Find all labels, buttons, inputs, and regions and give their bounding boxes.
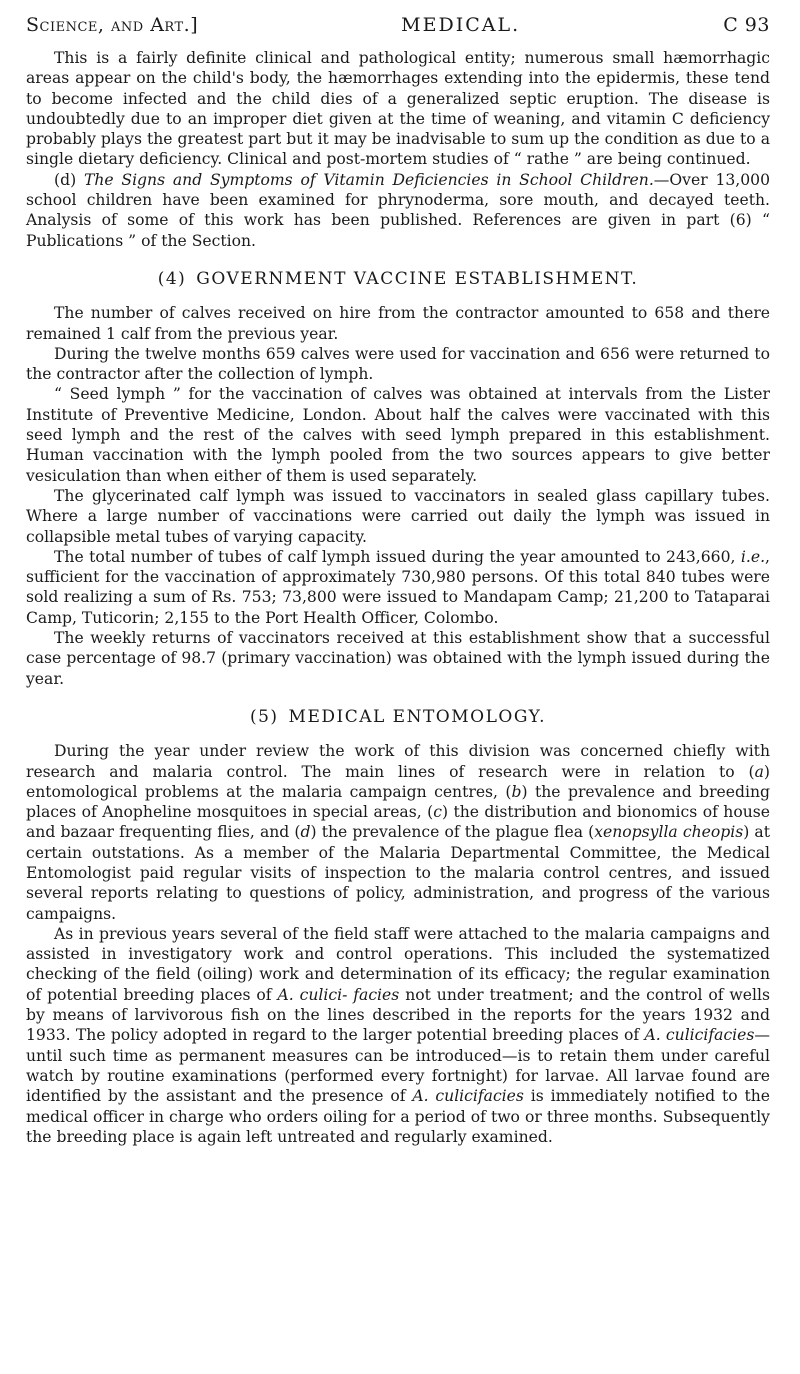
tubes-ie: i.e. — [740, 547, 766, 566]
section-5-paragraph-1 — [26, 741, 770, 924]
running-head — [26, 14, 770, 36]
tubes-paragraph — [26, 547, 770, 628]
text-run: ) the prevalence of the plague flea ( — [310, 823, 595, 842]
text-run: During the year under review the work of this division was concerned chiefly with research and malaria control. The main lines of research were in relation to ( — [26, 742, 770, 781]
section-5-paragraph-2 — [26, 924, 770, 1147]
section-4-heading — [26, 269, 770, 289]
section-4-paragraph: “ Seed lymph ” for the vaccination of calves was obtained at intervals from the Lister Institute of Preventive Medicine, London. About half the calves were vaccinated with this seed lymph and the rest of the calves with seed lymph prepared in this establishment. Human vaccination with the lymph pooled from the two sources appears to give better vesiculation than when either of them is used separately. — [26, 385, 770, 485]
tubes-text-after: , sufficient for the vaccination of approximately 730,980 persons. Of this total 840 tubes were sold realizing a sum of Rs. 753; 73,800 were issued to Mandapam Camp; 21,200 to Tataparai Camp, Tuticorin; 2,155 to the Port Health Officer, Colombo. — [26, 547, 770, 627]
list-marker: d — [300, 823, 311, 842]
section-4-paragraph: The glycerinated calf lymph was issued to vaccinators in sealed glass capillary tubes. Where a large number of vaccinations were carried out daily the lymph was issued in collapsible metal tubes of varying capacity. — [26, 486, 770, 546]
section-5-title: MEDICAL ENTOMOLOGY. — [288, 706, 547, 727]
running-head-left: Science, and Art.] — [26, 14, 199, 36]
section-4-title: GOVERNMENT VACCINE ESTABLISHMENT. — [196, 268, 639, 289]
body-text — [26, 48, 770, 1147]
section-4-number: (4) — [157, 268, 187, 289]
tubes-text-before: The total number of tubes of calf lymph issued during the year amounted to 243,660, — [54, 547, 741, 566]
subsection-d-prefix: (d) — [54, 170, 84, 189]
text-run: —until such time as permanent measures can be introduced—is to retain them under careful watch by routine examinations (performed every fortnight) for larvae. All larvae found are identified by the assistant and the presence of — [26, 1026, 770, 1106]
species-name: xenopsylla cheopis — [594, 823, 744, 842]
list-marker: a — [754, 762, 764, 781]
running-head-center: MEDICAL. — [401, 14, 521, 36]
subsection-d-text: —Over 13,000 school children have been examined for phrynoderma, sore mouth, and decayed teeth. Analysis of some of this work has been published. References are given in part (6) “ Publications ” of the Section. — [26, 170, 771, 250]
subsection-d-title: The Signs and Symptoms of Vitamin Deficiencies in School Children. — [83, 170, 654, 189]
subsection-d-paragraph — [26, 170, 770, 251]
section-5-number: (5) — [249, 706, 279, 727]
page-number: C 93 — [723, 14, 770, 36]
section-5-heading — [26, 707, 770, 727]
species-name: A. culici- facies — [277, 985, 400, 1004]
text-run: ) at certain outstations. As a member of the Malaria Departmental Committee, the Medical Entomologist paid regular visits of inspection to the malaria control centres, and issued several reports relating to questions of policy, administration, and progress of the various campaigns. — [26, 823, 770, 923]
intro-paragraph: This is a fairly definite clinical and pathological entity; numerous small hæmorrhagic areas appear on the child's body, the hæmorrhages extending into the epidermis, these tend to become infected and the child dies of a generalized septic eruption. The disease is undoubtedly due to an improper diet given at the time of weaning, and vitamin C deficiency probably plays the greatest part but it may be inadvisable to sum up the condition as due to a single dietary deficiency. Clinical and post-mortem studies of “ rathe ” are being continued. — [26, 49, 770, 169]
list-marker: c — [433, 803, 442, 822]
text-run: As in previous years several of the field staff were attached to the malaria campaigns and assisted in investigatory work and control operations. This included the systematized checking of the field (oiling) work and determination of its efficacy; the regular examination of potential breeding places of — [26, 924, 770, 1004]
text-run: is immediately notified to the medical officer in charge who orders oiling for a period of two or three months. Subsequently the breeding place is again left untreated and regularly examined. — [26, 1087, 770, 1146]
text-run: ) entomological problems at the malaria campaign centres, ( — [26, 762, 770, 801]
section-4-paragraph: During the twelve months 659 calves were used for vaccination and 656 were returned to the contractor after the collection of lymph. — [26, 344, 770, 384]
section-4-last-paragraph: The weekly returns of vaccinators received at this establishment show that a successful case percentage of 98.7 (primary vaccination) was obtained with the lymph issued during the year. — [26, 629, 770, 688]
section-4-paragraph: The number of calves received on hire from the contractor amounted to 658 and there remained 1 calf from the previous year. — [26, 304, 770, 343]
text-run: ) the distribution and bionomics of house and bazaar frequenting flies, and ( — [26, 803, 770, 842]
text-run: not under treatment; and the control of wells by means of larvivorous fish on the lines described in the reports for the years 1932 and 1933. The policy adopted in regard to the larger potential breeding places of — [26, 985, 770, 1045]
species-name: A. culicifacies — [412, 1087, 524, 1106]
species-name: A. culicifacies — [644, 1026, 755, 1045]
text-run: ) the prevalence and breeding places of Anopheline mosquitoes in special areas, ( — [26, 782, 770, 822]
list-marker: b — [511, 782, 522, 801]
